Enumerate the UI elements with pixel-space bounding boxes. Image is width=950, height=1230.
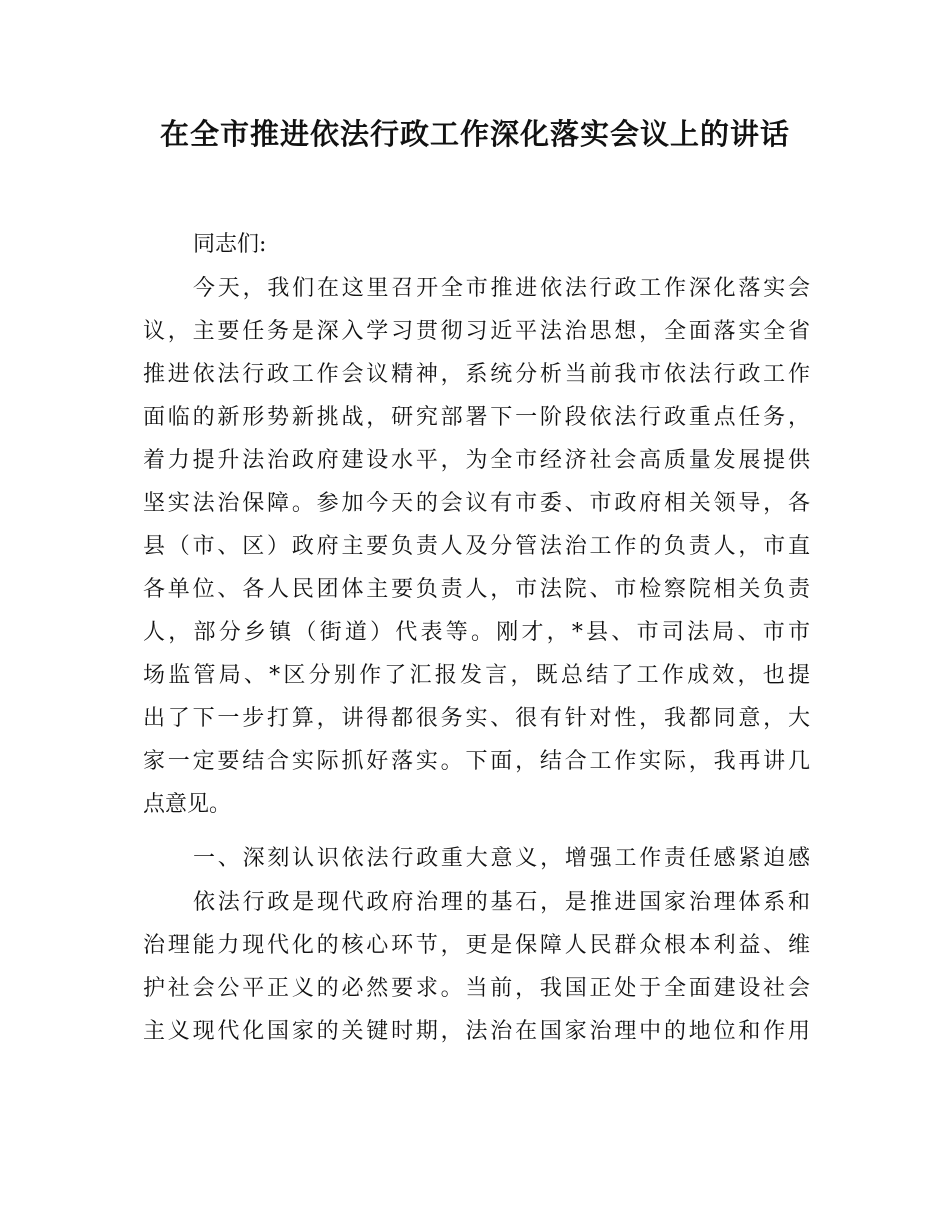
text-line: 面临的新形势新挑战，研究部署下一阶段依法行政重点任务， [143,405,810,430]
text-line: 同志们: [193,232,267,257]
text-line: 治理能力现代化的核心环节，更是保障人民群众根本利益、维 [143,933,810,958]
text-line: 着力提升法治政府建设水平，为全市经济社会高质量发展提供 [143,448,810,473]
text-line: 家一定要结合实际抓好落实。下面，结合工作实际，我再讲几 [143,749,810,774]
text-line: 出了下一步打算，讲得都很务实、很有针对性，我都同意，大 [143,706,810,731]
text-line: 点意见。 [143,792,232,817]
document-body [143,223,810,1054]
text-line: 各单位、各人民团体主要负责人，市法院、市检察院相关负责 [143,577,810,602]
text-line: 议，主要任务是深入学习贯彻习近平法治思想，全面落实全省 [143,319,810,344]
text-line: 县（市、区）政府主要负责人及分管法治工作的负责人，市直 [143,534,810,559]
text-line: 主义现代化国家的关键时期，法治在国家治理中的地位和作用 [143,1019,810,1044]
text-line: 坚实法治保障。参加今天的会议有市委、市政府相关领导，各 [143,491,810,516]
paragraph [143,881,810,1053]
paragraph [143,267,810,826]
text-line: 一、深刻认识依法行政重大意义，增强工作责任感紧迫感 [193,846,810,871]
text-line: 场监管局、*区分别作了汇报发言，既总结了工作成效，也提 [143,663,810,688]
text-line: 推进依法行政工作会议精神，系统分析当前我市依法行政工作 [143,362,810,387]
salutation [143,223,810,266]
section-heading [143,837,810,880]
text-line: 人，部分乡镇（街道）代表等。刚才，*县、市司法局、市市 [143,620,810,645]
text-line: 依法行政是现代政府治理的基石，是推进国家治理体系和 [193,890,810,915]
document-title: 在全市推进依法行政工作深化落实会议上的讲话 [159,117,790,151]
text-line: 今天，我们在这里召开全市推进依法行政工作深化落实会 [193,276,810,301]
text-line: 护社会公平正义的必然要求。当前，我国正处于全面建设社会 [143,976,810,1001]
